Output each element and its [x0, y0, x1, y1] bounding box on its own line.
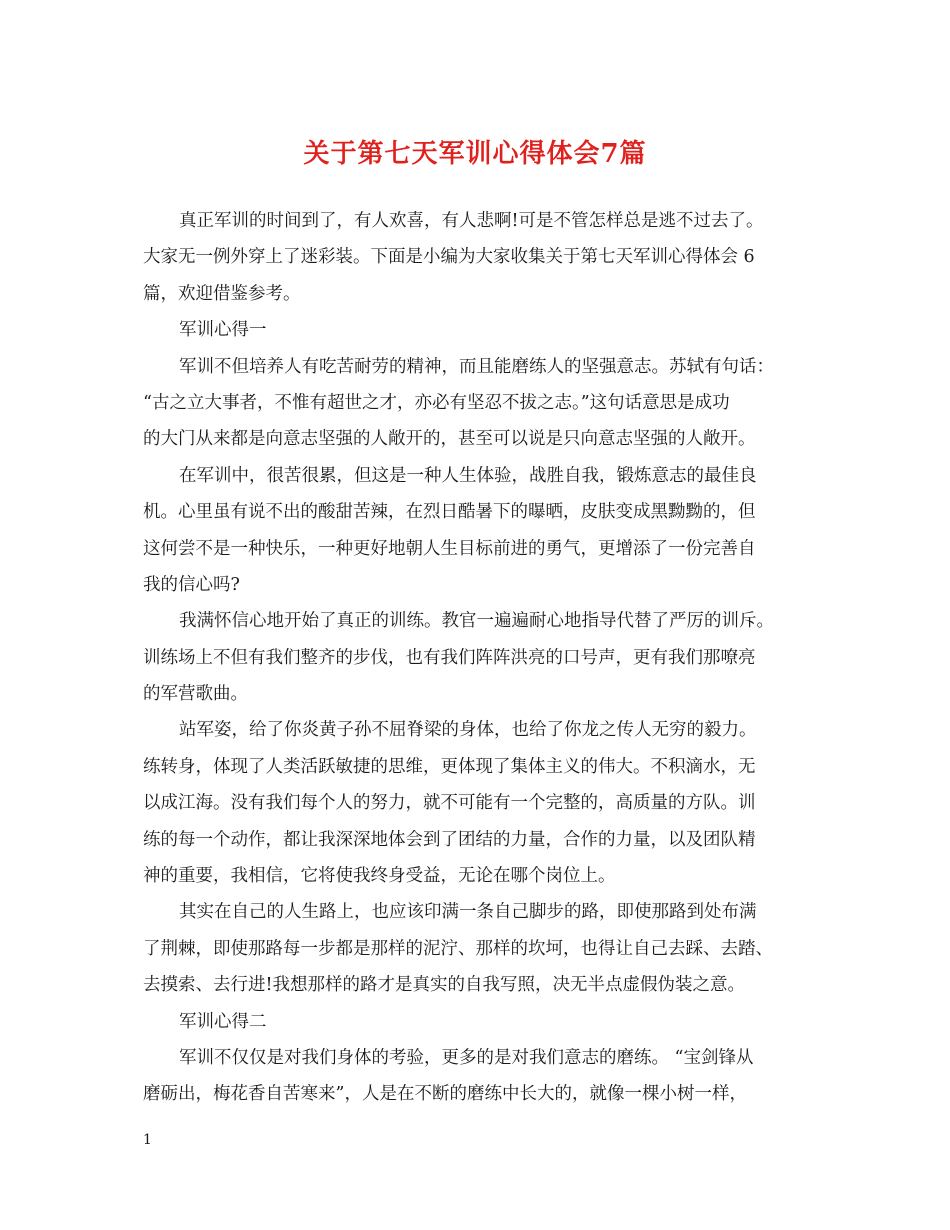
paragraph-line: 我的信心吗? [143, 574, 240, 595]
paragraph-line: 去摸索、去行进!我想那样的路才是真实的自我写照，决无半点虚假伪装之意。 [143, 975, 746, 996]
paragraph-line: 的军营歌曲。 [143, 684, 248, 705]
paragraph-line: 练的每一个动作，都让我深深地体会到了团结的力量，合作的力量，以及团队精 [143, 829, 756, 850]
paragraph-line: 在军训中，很苦很累，但这是一种人生体验，战胜自我，锻炼意志的最佳良 [179, 465, 757, 486]
paragraph-line: “古之立大事者，不惟有超世之才，亦必有坚忍不拔之志。”这句话意思是成功 [143, 392, 730, 413]
paragraph-line: 神的重要，我相信，它将使我终身受益，无论在哪个岗位上。 [143, 866, 616, 887]
section-heading: 军训心得二 [179, 1011, 267, 1032]
paragraph-line: 的大门从来都是向意志坚强的人敞开的，甚至可以说是只向意志坚强的人敞开。 [143, 429, 756, 450]
paragraph-line: 磨砺出，梅花香自苦寒来”，人是在不断的磨练中长大的，就像一棵小树一样， [143, 1084, 747, 1105]
paragraph-line: 了荆棘，即使那路每一步都是那样的泥泞、那样的坎坷，也得让自己去踩、去踏、 [143, 938, 773, 959]
paragraph-line: 训练场上不但有我们整齐的步伐，也有我们阵阵洪亮的口号声，更有我们那嘹亮 [143, 647, 756, 668]
paragraph-line: 军训不但培养人有吃苦耐劳的精神，而且能磨练人的坚强意志。苏轼有句话： [179, 356, 774, 377]
paragraph-line: 真正军训的时间到了，有人欢喜，有人悲啊!可是不管怎样总是逃不过去了。 [179, 211, 764, 231]
paragraph-line: 其实在自己的人生路上，也应该印满一条自己脚步的路，即使那路到处布满 [179, 902, 757, 923]
paragraph-line: 我满怀信心地开始了真正的训练。教官一遍遍耐心地指导代替了严厉的训斥。 [179, 611, 774, 632]
paragraph-line: 篇，欢迎借鉴参考。 [143, 283, 301, 304]
paragraph-line: 站军姿，给了你炎黄子孙不屈脊梁的身体，也给了你龙之传人无穷的毅力。 [179, 720, 757, 741]
paragraph-line: 军训不仅仅是对我们身体的考验，更多的是对我们意志的磨练。 “宝剑锋从 [179, 1047, 754, 1068]
paragraph-line: 大家无一例外穿上了迷彩装。下面是小编为大家收集关于第七天军训心得体会 6 [143, 247, 755, 268]
document-body [143, 203, 821, 1113]
paragraph-line: 这何尝不是一种快乐，一种更好地朝人生目标前进的勇气，更增添了一份完善自 [143, 538, 756, 559]
paragraph-line: 以成江海。没有我们每个人的努力，就不可能有一个完整的，高质量的方队。训 [143, 793, 756, 814]
paragraph-line: 练转身，体现了人类活跃敏捷的思维，更体现了集体主义的伟大。不积滴水，无 [143, 756, 756, 777]
page-number: 1 [143, 1132, 152, 1148]
section-heading: 军训心得一 [179, 320, 267, 341]
paragraph-line: 机。心里虽有说不出的酸甜苦辣，在烈日酷暑下的曝晒，皮肤变成黑黝黝的，但 [143, 502, 756, 523]
document-title: 关于第七天军训心得体会7篇 [303, 139, 647, 169]
